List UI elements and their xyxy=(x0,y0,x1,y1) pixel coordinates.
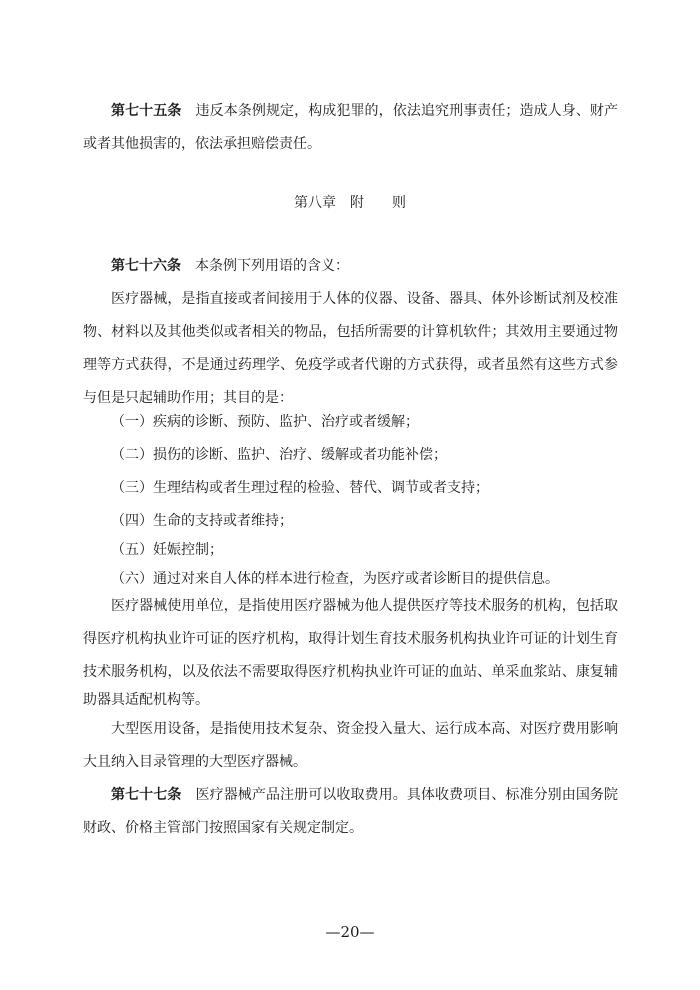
article-76-line-1 xyxy=(111,256,618,276)
purpose-item: （四）生命的支持或者维持； xyxy=(111,513,293,529)
article-77-line-1 xyxy=(111,785,618,805)
purpose-item: （六）通过对来自人体的样本进行检查，为医疗或者诊断目的提供信息。 xyxy=(111,571,559,587)
chapter-heading: 第八章 附 则 xyxy=(294,195,406,211)
article-75-text: 违反本条例规定，构成犯罪的，依法追究刑事责任；造成人身、财产 xyxy=(195,103,618,119)
definition-user-unit-line: 医疗器械使用单位，是指使用医疗器械为他人提供医疗等技术服务的机构，包括取 xyxy=(111,598,618,614)
article-75-line-2: 或者其他损害的，依法承担赔偿责任。 xyxy=(83,136,321,152)
article-75-label: 第七十五条 xyxy=(111,103,182,119)
purpose-item: （一）疾病的诊断、预防、监护、治疗或者缓解； xyxy=(111,414,419,430)
article-77-line-2: 财政、价格主管部门按照国家有关规定制定。 xyxy=(83,820,363,836)
definition-user-unit-line: 技术服务机构，以及依法不需要取得医疗机构执业许可证的血站、单采血浆站、康复辅 xyxy=(83,664,618,680)
definition-large-equipment-line: 大且纳入目录管理的大型医疗器械。 xyxy=(83,754,307,770)
article-77-text: 医疗器械产品注册可以收取费用。具体收费项目、标准分别由国务院 xyxy=(195,787,618,803)
definition-large-equipment-line: 大型医用设备，是指使用技术复杂、资金投入量大、运行成本高、对医疗费用影响 xyxy=(111,721,618,737)
article-76-text: 本条例下列用语的含义： xyxy=(195,258,349,274)
definition-medical-device-line: 医疗器械，是指直接或者间接用于人体的仪器、设备、器具、体外诊断试剂及校准 xyxy=(111,291,618,307)
definition-user-unit-line: 助器具适配机构等。 xyxy=(83,692,209,708)
page-number: —20— xyxy=(325,923,375,941)
definition-medical-device-line: 与但是只起辅助作用；其目的是： xyxy=(83,390,293,406)
definition-medical-device-line: 物、材料以及其他类似或者相关的物品，包括所需要的计算机软件；其效用主要通过物 xyxy=(83,324,618,340)
article-75-line-1 xyxy=(111,101,618,121)
definition-user-unit-line: 得医疗机构执业许可证的医疗机构，取得计划生育技术服务机构执业许可证的计划生育 xyxy=(83,631,618,647)
definition-medical-device-line: 理等方式获得，不是通过药理学、免疫学或者代谢的方式获得，或者虽然有这些方式参 xyxy=(83,357,618,373)
purpose-item: （二）损伤的诊断、监护、治疗、缓解或者功能补偿； xyxy=(111,447,447,463)
article-77-label: 第七十七条 xyxy=(111,787,182,803)
purpose-item: （三）生理结构或者生理过程的检验、替代、调节或者支持； xyxy=(111,480,489,496)
article-76-label: 第七十六条 xyxy=(111,258,181,274)
purpose-item: （五）妊娠控制； xyxy=(111,542,223,558)
